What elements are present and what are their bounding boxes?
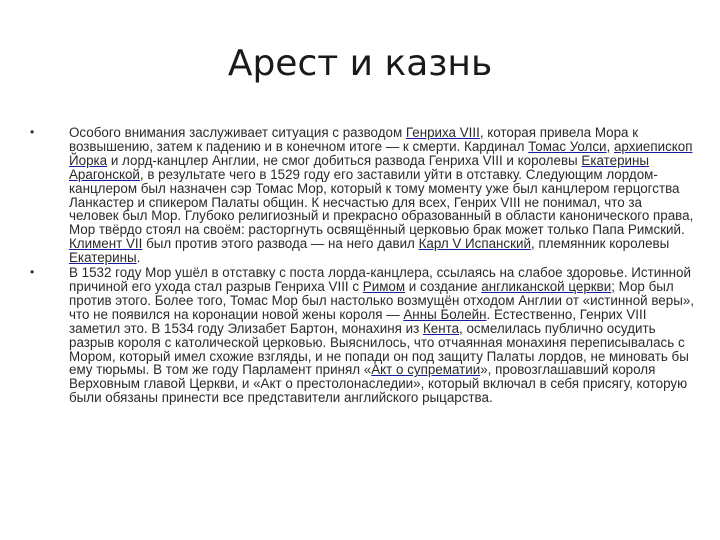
bullet-text <box>69 266 694 405</box>
text-run: , осмелилась публично осудить разрыв короля с католической церковью. Выяснилось, что отчаянная монахиня переписывалась с Мором, который имел схожие взгляды, и не попади он под защиту Палаты лордов, не миновать бы ему тюрьмы. В том же году Парламент принял « <box>69 320 689 378</box>
bullet-marker: • <box>30 265 35 280</box>
inline-link[interactable]: Карл V Испанский <box>418 236 531 252</box>
bullet-text <box>69 126 694 265</box>
inline-link[interactable]: Екатерины Арагонской <box>69 152 650 182</box>
text-run: , в результате чего в 1529 году его заставили уйти в отставку. Следующим лордом-канцлером был назначен сэр Томас Мор, который к тому моменту уже был канцлером герцогства Ланкастер и спикером Палаты общин. К несчастью для всех, Генрих VIII не понимал, что за человек был Мор. Глубоко религиозный и прекрасно образованный в области канонического права, Мор твёрдо стоял на своём: расторгнуть освящённый церковью брак может только Папа Римский. <box>69 166 694 238</box>
slide-title: Арест и казнь <box>227 43 493 84</box>
text-run: ; Мор был против этого. Более того, Томас Мор был настолько возмущён отходом Англии от «истинной веры», что не появился на коронации новой жены короля — <box>69 278 694 322</box>
bullet-item-1 <box>30 126 694 265</box>
inline-link[interactable]: Генриха VIII <box>405 125 480 140</box>
inline-link[interactable]: Римом <box>362 278 406 294</box>
text-run: был против этого развода — на него давил <box>142 236 419 252</box>
inline-link[interactable]: Климент VII <box>69 236 143 252</box>
inline-link[interactable]: Екатерины <box>69 250 137 266</box>
text-run: , которая привела Мора к возвышению, затем к падению и в конечном итоге — к смерти. Кардинал <box>69 125 639 154</box>
inline-link[interactable]: англиканской церкви <box>481 278 612 294</box>
text-run: . Естественно, Генрих VIII заметил это. В 1534 году Элизабет Бартон, монахиня из <box>69 306 647 336</box>
inline-link[interactable]: Кента <box>422 320 460 336</box>
text-run: , племянник королевы <box>530 236 670 252</box>
text-run: и лорд-канцлер Англии, не смог добиться развода Генриха VIII и королевы <box>107 152 582 168</box>
inline-link[interactable]: Томас Уолси <box>528 138 607 154</box>
text-run: и создание <box>405 278 482 294</box>
bullet-list <box>30 126 694 406</box>
text-run: . <box>136 250 141 266</box>
bullet-marker: • <box>30 125 35 139</box>
bullet-item-2 <box>30 266 694 405</box>
inline-link[interactable]: Анны Болейн <box>403 306 487 322</box>
inline-link[interactable]: архиепископ Йорка <box>69 138 693 168</box>
text-run: Особого внимания заслуживает ситуация с разводом <box>69 125 406 140</box>
text-run: », провозглашавший короля Верховным главой Церкви, и «Акт о престолонаследии», который включал в себя присягу, которую были обязаны принести все представители английского рыцарства. <box>69 362 688 406</box>
text-run: В 1532 году Мор ушёл в отставку с поста лорда-канцлера, ссылаясь на слабое здоровье. Истинной причиной его ухода стал разрыв Генриха VIII с <box>69 265 691 294</box>
inline-link[interactable]: Акт о супрематии <box>371 362 481 378</box>
text-run: , <box>606 138 614 154</box>
